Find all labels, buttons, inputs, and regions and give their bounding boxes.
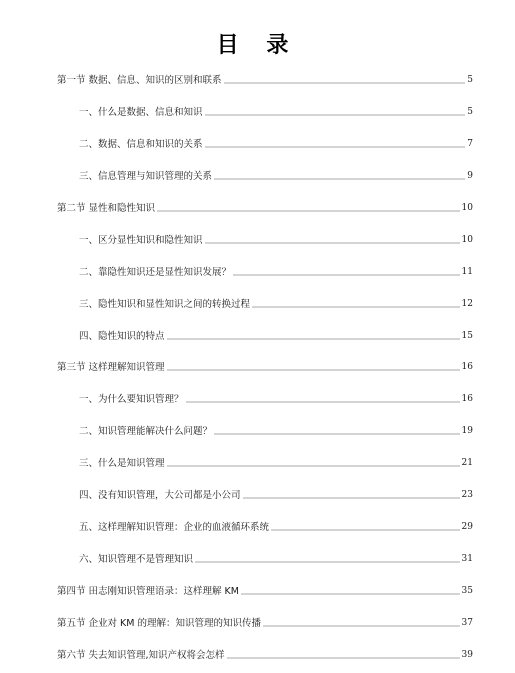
dot-leader — [195, 560, 460, 563]
toc-page-number: 5 — [467, 75, 473, 85]
dot-leader — [205, 113, 466, 116]
toc-entry-label: 四、没有知识管理，大公司都是小公司 — [79, 490, 241, 501]
toc-page-number: 9 — [467, 171, 473, 181]
toc-entry-label: 第五节 企业对 KM 的理解：知识管理的知识传播 — [57, 618, 261, 629]
toc-page-number: 12 — [461, 299, 473, 309]
toc-entry-2-1[interactable] — [79, 232, 473, 246]
toc-entry-label: 第三节 这样理解知识管理 — [57, 362, 165, 373]
toc-page-number: 16 — [461, 394, 473, 404]
dot-leader — [233, 273, 460, 276]
toc-entry-label: 一、区分显性知识和隐性知识 — [79, 235, 203, 246]
toc-entry-section-3[interactable] — [57, 359, 473, 373]
toc-page-number: 39 — [461, 650, 473, 660]
dot-leader — [205, 145, 466, 148]
toc-page-number: 21 — [461, 458, 473, 468]
toc-page-number: 5 — [467, 107, 473, 117]
dot-leader — [224, 81, 466, 84]
toc-entry-label: 第六节 失去知识管理,知识产权将会怎样 — [57, 650, 225, 661]
dot-leader — [167, 464, 460, 467]
dot-leader — [157, 209, 460, 212]
toc-entry-3-3[interactable] — [79, 455, 473, 469]
toc-entry-label: 第四节 田志刚知识管理语录：这样理解 KM — [57, 586, 239, 597]
dot-leader — [214, 177, 465, 180]
toc-entry-label: 三、信息管理与知识管理的关系 — [79, 171, 213, 182]
toc-entry-label: 二、数据、信息和知识的关系 — [79, 139, 203, 150]
toc-entry-2-3[interactable] — [79, 296, 473, 310]
toc-entry-1-3[interactable] — [79, 168, 473, 182]
toc-entry-section-1[interactable] — [57, 72, 473, 86]
toc-entry-label: 二、靠隐性知识还是显性知识发展？ — [79, 267, 232, 278]
page-title: 目 录 — [216, 33, 299, 58]
dot-leader — [227, 656, 460, 659]
toc-page-number: 29 — [461, 522, 473, 532]
toc-entry-label: 第一节 数据、信息、知识的区别和联系 — [57, 75, 222, 86]
toc-entry-3-6[interactable] — [79, 551, 473, 565]
toc-entry-label: 一、为什么要知识管理？ — [79, 394, 184, 405]
toc-page-number: 10 — [461, 203, 473, 213]
toc-entry-label: 四、隐性知识的特点 — [79, 331, 165, 342]
toc-entry-label: 五、这样理解知识管理：企业的血液循环系统 — [79, 522, 270, 533]
toc-entry-section-6[interactable] — [57, 647, 473, 661]
toc-entry-3-2[interactable] — [79, 423, 473, 437]
toc-entry-label: 第二节 显性和隐性知识 — [57, 203, 156, 214]
toc-entry-section-2[interactable] — [57, 200, 473, 214]
toc-page-number: 10 — [461, 235, 473, 245]
toc-entry-3-1[interactable] — [79, 391, 473, 405]
toc-entry-label: 三、什么是知识管理 — [79, 458, 165, 469]
toc-page-number: 16 — [461, 362, 473, 372]
toc-entry-2-4[interactable] — [79, 328, 473, 342]
dot-leader — [243, 496, 460, 499]
dot-leader — [271, 528, 460, 531]
dot-leader — [263, 624, 460, 627]
toc-page-number: 19 — [461, 426, 473, 436]
toc-entry-2-2[interactable] — [79, 264, 473, 278]
toc-page-number: 7 — [467, 139, 473, 149]
toc-page-number: 11 — [461, 267, 473, 277]
toc-page-number: 31 — [461, 554, 473, 564]
toc-entry-3-4[interactable] — [79, 487, 473, 501]
dot-leader — [167, 368, 460, 371]
dot-leader — [252, 305, 460, 308]
toc-entry-1-1[interactable] — [79, 104, 473, 118]
toc-entry-label: 二、知识管理能解决什么问题？ — [79, 426, 213, 437]
dot-leader — [186, 400, 460, 403]
dot-leader — [241, 592, 460, 595]
toc-entry-section-4[interactable] — [57, 583, 473, 597]
toc-entry-label: 三、隐性知识和显性知识之间的转换过程 — [79, 299, 251, 310]
toc-page-number: 37 — [461, 618, 473, 628]
toc-page-number: 15 — [461, 331, 473, 341]
toc-page-number: 23 — [461, 490, 473, 500]
toc-entry-label: 一、什么是数据、信息和知识 — [79, 107, 203, 118]
toc-entry-1-2[interactable] — [79, 136, 473, 150]
dot-leader — [214, 432, 460, 435]
toc-entry-section-5[interactable] — [57, 615, 473, 629]
toc-page-number: 35 — [461, 586, 473, 596]
dot-leader — [167, 337, 460, 340]
dot-leader — [205, 241, 460, 244]
toc-entry-3-5[interactable] — [79, 519, 473, 533]
toc-entry-label: 六、知识管理不是管理知识 — [79, 554, 194, 565]
